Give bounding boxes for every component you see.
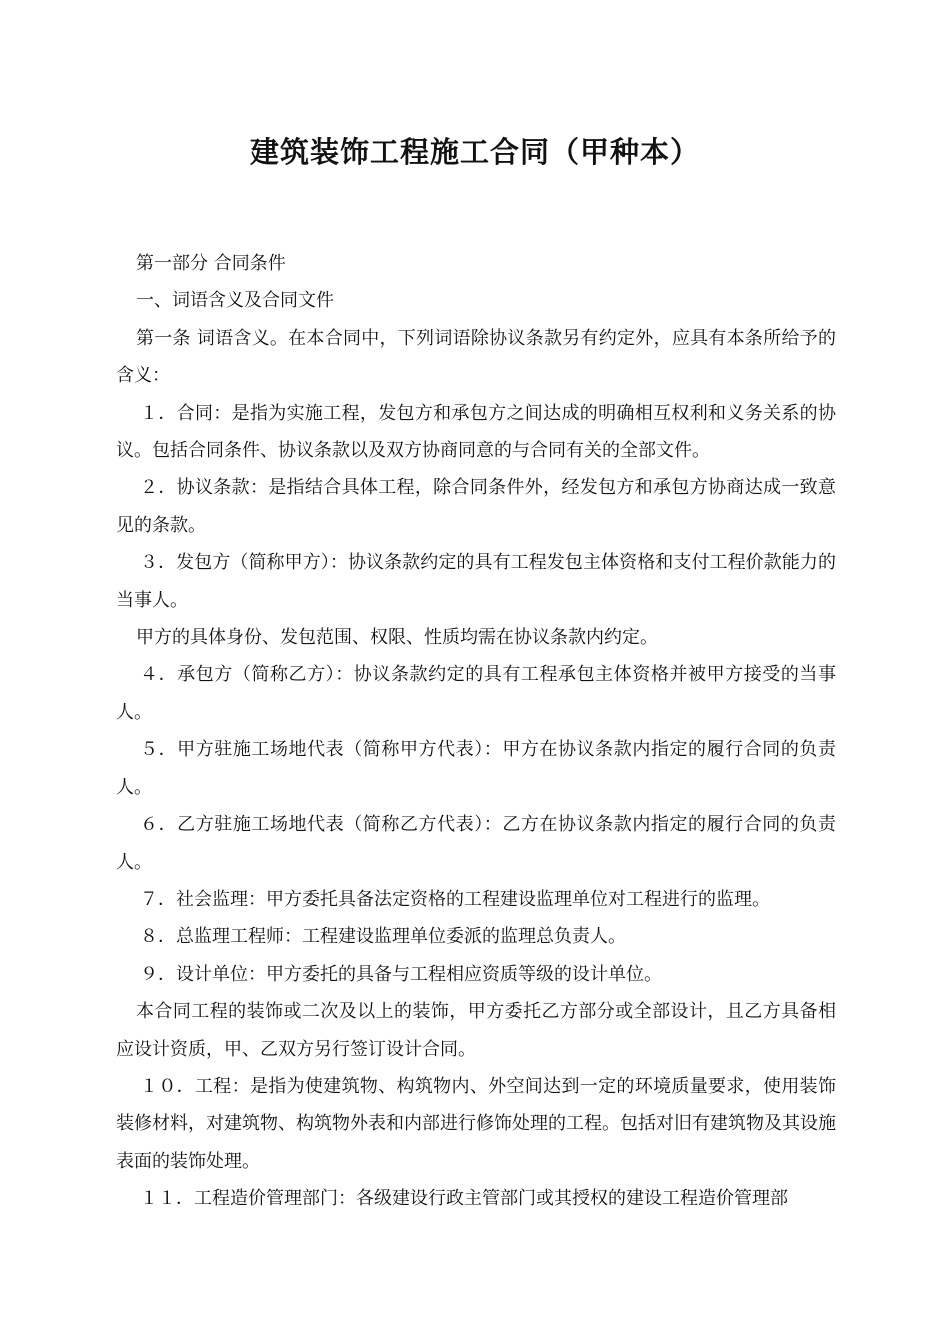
definition-paragraph: ６．乙方驻施工场地代表（简称乙方代表）：乙方在协议条款内指定的履行合同的负责人。 xyxy=(116,814,836,873)
definition-paragraph: ８．总监理工程师：工程建设监理单位委派的监理总负责人。 xyxy=(140,926,626,948)
definition-paragraph: ７．社会监理：甲方委托具备法定资格的工程建设监理单位对工程进行的监理。 xyxy=(140,888,770,910)
body-paragraph: 甲方的具体身份、发包范围、权限、性质均需在协议条款内约定。 xyxy=(136,627,658,649)
definition-paragraph: ３．发包方（简称甲方）：协议条款约定的具有工程发包主体资格和支付工程价款能力的当事人。 xyxy=(116,552,836,611)
part-heading: 第一部分 合同条件 xyxy=(136,253,286,274)
document-title: 建筑装饰工程施工合同（甲种本） xyxy=(249,135,700,169)
definition-paragraph: ５．甲方驻施工场地代表（简称甲方代表）：甲方在协议条款内指定的履行合同的负责人。 xyxy=(116,739,836,798)
definition-paragraph: ９．设计单位：甲方委托的具备与工程相应资质等级的设计单位。 xyxy=(140,963,662,985)
article-paragraph: 第一条 词语含义。在本合同中，下列词语除协议条款另有约定外，应具有本条所给予的含义： xyxy=(116,327,836,387)
definition-paragraph: １１．工程造价管理部门：各级建设行政主管部门或其授权的建设工程造价管理部 xyxy=(140,1188,788,1210)
body-paragraph: 本合同工程的装饰或二次及以上的装饰，甲方委托乙方部分或全部设计，且乙方具备相应设计资质，甲、乙双方另行签订设计合同。 xyxy=(116,1001,836,1060)
definition-paragraph: ２．协议条款：是指结合具体工程，除合同条件外，经发包方和承包方协商达成一致意见的条款。 xyxy=(116,477,836,536)
definition-paragraph: １．合同：是指为实施工程，发包方和承包方之间达成的明确相互权利和义务关系的协议。包括合同条件、协议条款以及双方协商同意的与合同有关的全部文件。 xyxy=(116,402,836,462)
definition-paragraph: ４．承包方（简称乙方）：协议条款约定的具有工程承包主体资格并被甲方接受的当事人。 xyxy=(116,664,836,723)
definition-paragraph: １０．工程：是指为使建筑物、构筑物内、外空间达到一定的环境质量要求，使用装饰装修材料，对建筑物、构筑物外表和内部进行修饰处理的工程。包括对旧有建筑物及其设施表面的装饰处理。 xyxy=(116,1075,836,1172)
section-heading: 一、词语含义及合同文件 xyxy=(136,290,334,312)
document-body xyxy=(116,245,836,1218)
